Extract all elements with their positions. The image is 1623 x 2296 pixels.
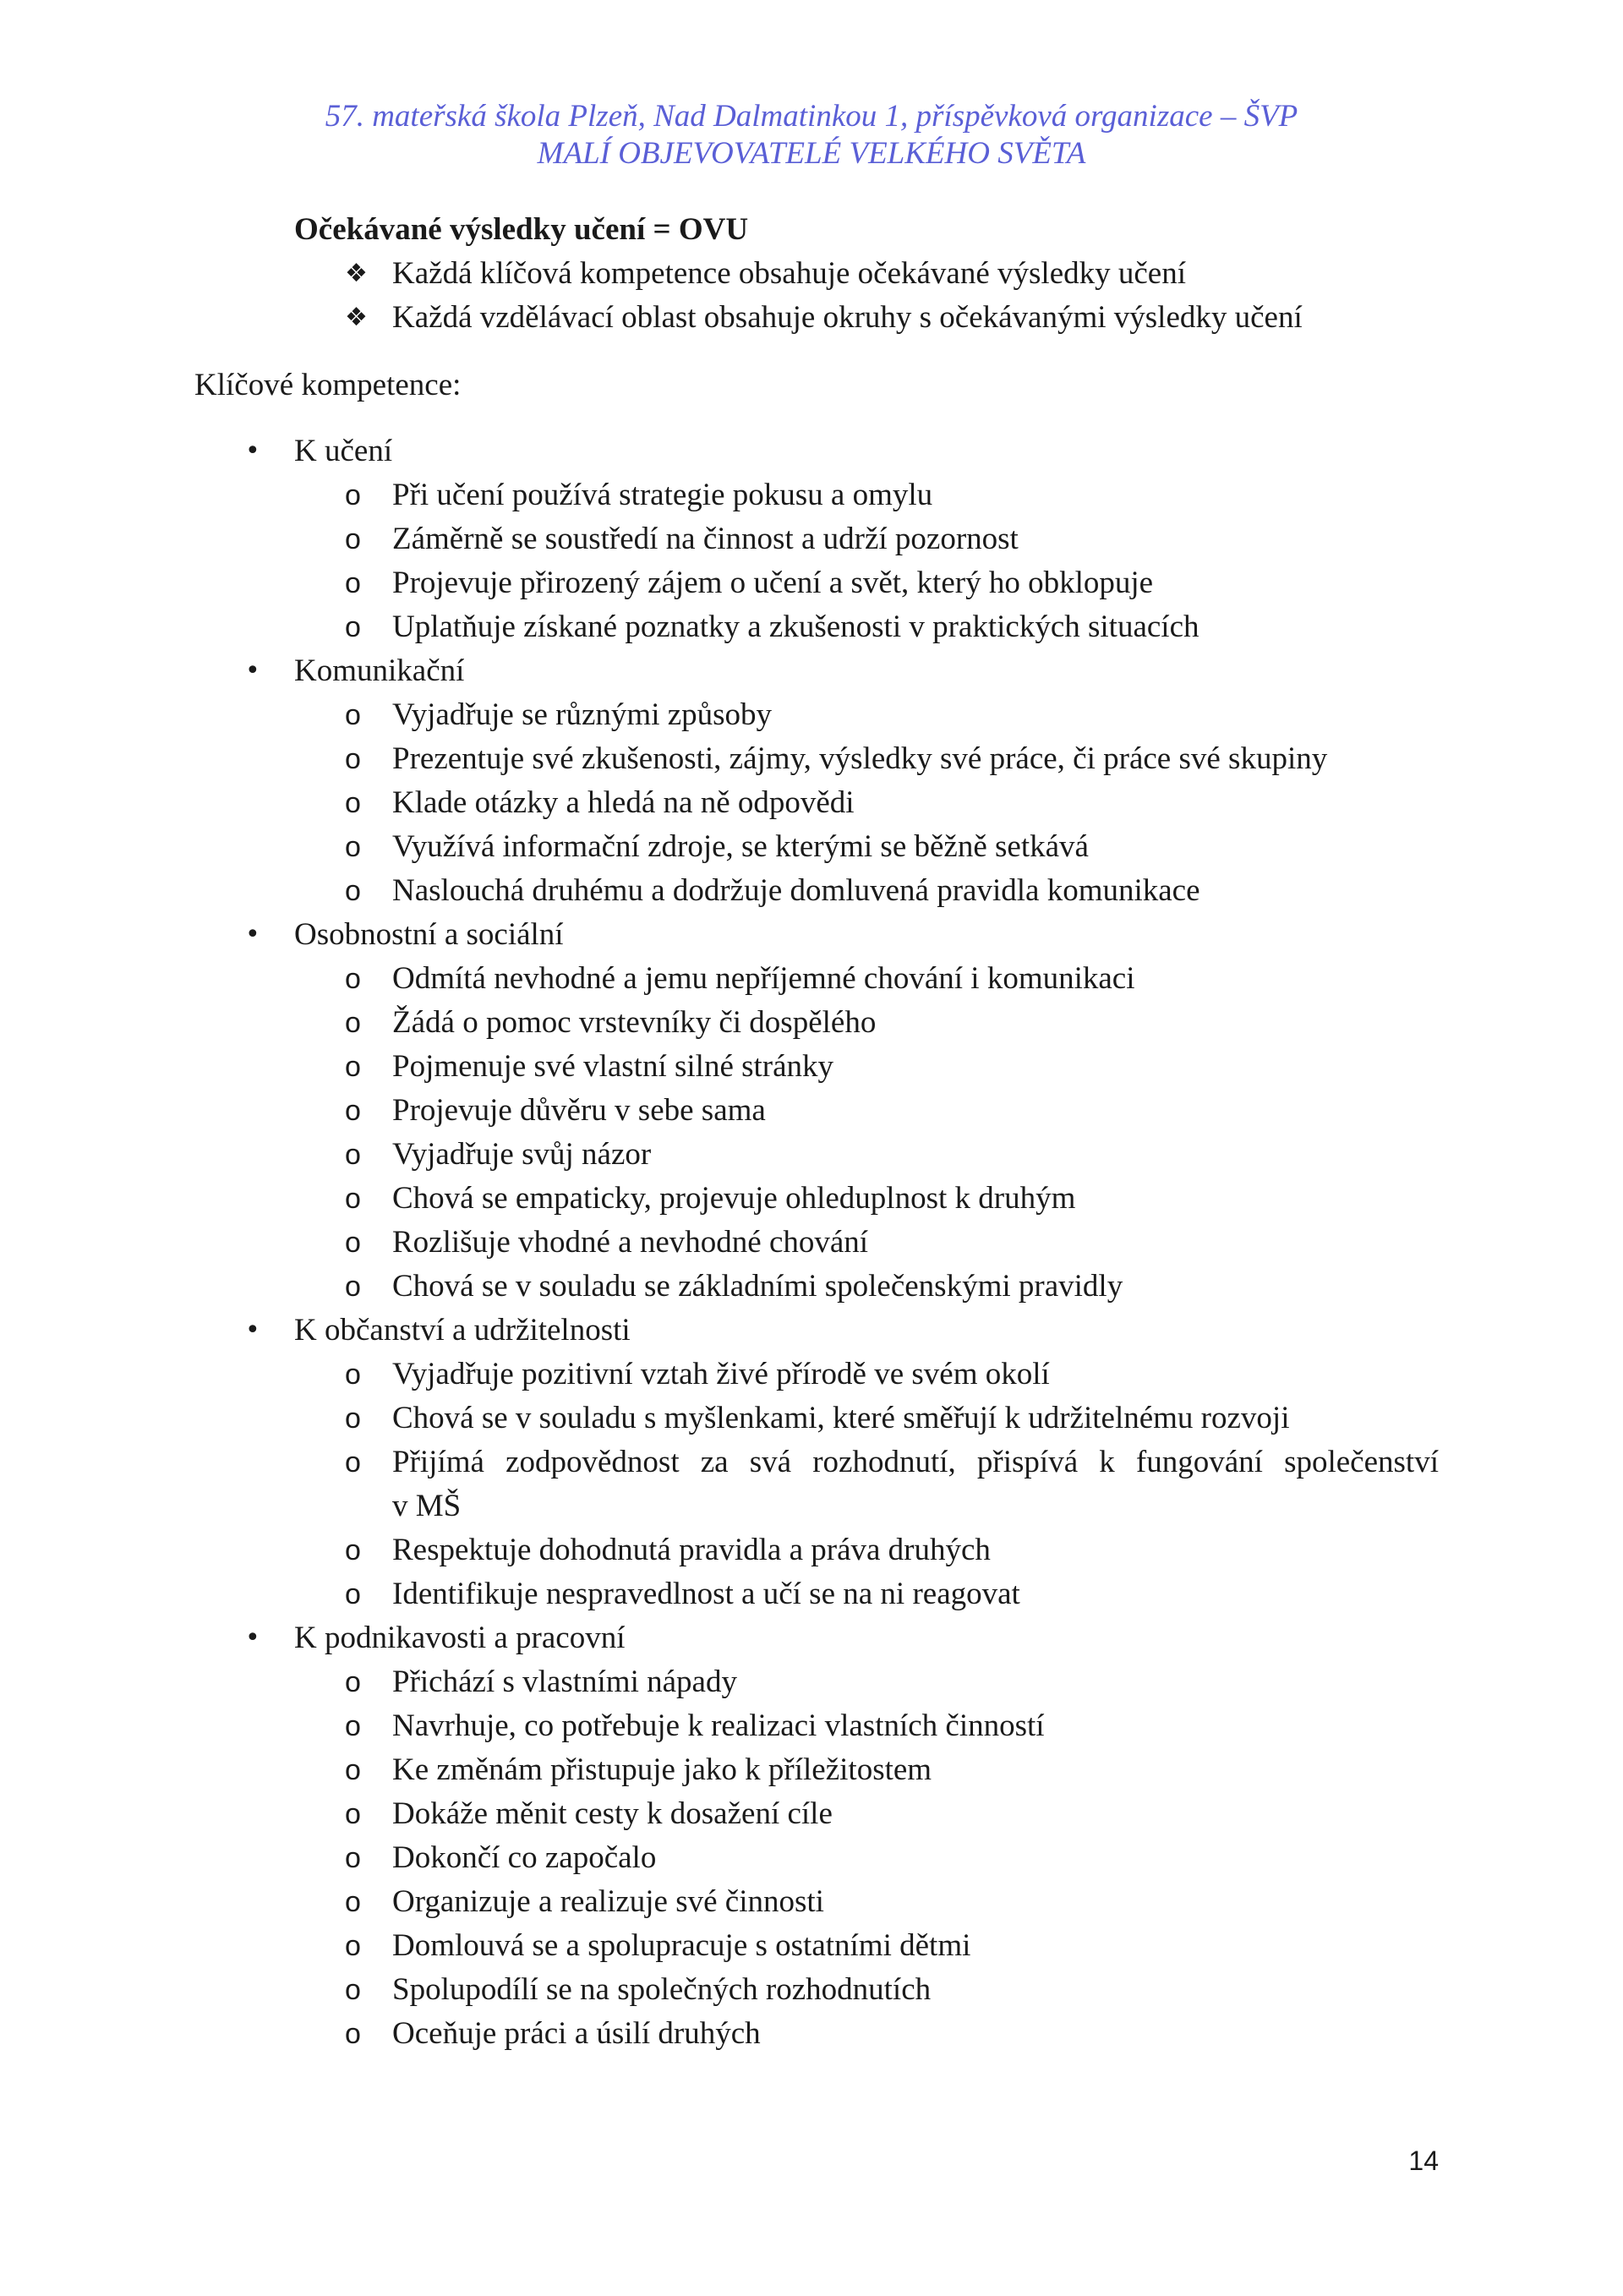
circle-bullet-icon: o [345, 831, 361, 863]
circle-bullet-icon: o [345, 1051, 361, 1083]
circle-bullet-icon: o [345, 875, 361, 907]
circle-bullet-icon: o [345, 479, 361, 511]
circle-bullet-icon: o [345, 1886, 361, 1918]
competence-item: Žádá o pomoc vrstevníky či dospělého [392, 1005, 877, 1040]
competence-item: Ke změnám přistupuje jako k příležitostem [392, 1752, 932, 1787]
competence-item: Rozlišuje vhodné a nevhodné chování [392, 1225, 869, 1260]
competence-item: Vyjadřuje svůj názor [392, 1137, 652, 1172]
competence-item: Pojmenuje své vlastní silné stránky [392, 1049, 834, 1084]
circle-bullet-icon: o [345, 1710, 361, 1742]
competence-item: Při učení používá strategie pokusu a omylu [392, 478, 933, 512]
circle-bullet-icon: o [345, 1974, 361, 2006]
header-program-title: MALÍ OBJEVOVATELÉ VELKÉHO SVĚTA [537, 136, 1086, 171]
header-school-name: 57. mateřská škola Plzeň, Nad Dalmatinkou 1, příspěvková organizace – ŠVP [325, 99, 1298, 134]
competence-item: Dokončí co započalo [392, 1840, 657, 1875]
page-number: 14 [1408, 2146, 1439, 2176]
competence-item-continuation: v MŠ [392, 1489, 462, 1523]
competence-item: Projevuje důvěru v sebe sama [392, 1093, 766, 1128]
ovu-item: Každá vzdělávací oblast obsahuje okruhy s očekávanými výsledky učení [392, 300, 1303, 335]
competence-item: Organizuje a realizuje své činnosti [392, 1884, 824, 1919]
competence-item: Chová se v souladu s myšlenkami, které směřují k udržitelnému rozvoji [392, 1401, 1290, 1435]
bullet-icon: • [245, 920, 260, 949]
circle-bullet-icon: o [345, 567, 361, 599]
competence-item: Vyjadřuje pozitivní vztah živé přírodě ve svém okolí [392, 1357, 1050, 1391]
competence-item: Vyjadřuje se různými způsoby [392, 697, 773, 732]
circle-bullet-icon: o [345, 1007, 361, 1039]
circle-bullet-icon: o [345, 1358, 361, 1391]
competence-item: Navrhuje, co potřebuje k realizaci vlastních činností [392, 1708, 1045, 1743]
competence-item: Klade otázky a hledá na ně odpovědi [392, 785, 855, 820]
competence-group-label: K učení [294, 434, 393, 468]
circle-bullet-icon: o [345, 963, 361, 995]
competence-item: Záměrně se soustředí na činnost a udrží pozornost [392, 522, 1019, 556]
circle-bullet-icon: o [345, 1183, 361, 1215]
bullet-icon: • [245, 1315, 260, 1345]
competence-item: Oceňuje práci a úsilí druhých [392, 2016, 761, 2051]
circle-bullet-icon: o [345, 1402, 361, 1435]
competence-item: Spolupodílí se na společných rozhodnutích [392, 1972, 932, 2007]
competence-group-label: K občanství a udržitelnosti [294, 1313, 631, 1348]
circle-bullet-icon: o [345, 1578, 361, 1610]
circle-bullet-icon: o [345, 743, 361, 775]
circle-bullet-icon: o [345, 1534, 361, 1566]
circle-bullet-icon: o [345, 699, 361, 731]
diamond-bullet-icon: ❖ [345, 303, 368, 332]
competence-item: Naslouchá druhému a dodržuje domluvená pravidla komunikace [392, 873, 1200, 908]
circle-bullet-icon: o [345, 1271, 361, 1303]
competence-item: Přichází s vlastními nápady [392, 1665, 737, 1699]
circle-bullet-icon: o [345, 1227, 361, 1259]
competence-item: Odmítá nevhodné a jemu nepříjemné chování i komunikaci [392, 961, 1135, 996]
circle-bullet-icon: o [345, 1095, 361, 1127]
circle-bullet-icon: o [345, 523, 361, 555]
competence-item: Chová se empaticky, projevuje ohleduplnost k druhým [392, 1181, 1076, 1216]
competence-item: Chová se v souladu se základními společenskými pravidly [392, 1269, 1123, 1304]
circle-bullet-icon: o [345, 611, 361, 643]
circle-bullet-icon: o [345, 1842, 361, 1874]
competence-item: Respektuje dohodnutá pravidla a práva druhých [392, 1533, 991, 1567]
competence-item: Prezentuje své zkušenosti, zájmy, výsledky své práce, či práce své skupiny [392, 741, 1328, 776]
bullet-icon: • [245, 656, 260, 686]
competences-title: Klíčové kompetence: [194, 368, 462, 402]
competence-group-label: Komunikační [294, 653, 465, 688]
competence-item: Dokáže měnit cesty k dosažení cíle [392, 1796, 833, 1831]
bullet-icon: • [245, 1623, 260, 1653]
circle-bullet-icon: o [345, 1754, 361, 1786]
circle-bullet-icon: o [345, 1139, 361, 1171]
competence-item: Domlouvá se a spolupracuje s ostatními dětmi [392, 1928, 971, 1963]
competence-item: Identifikuje nespravedlnost a učí se na ni reagovat [392, 1577, 1020, 1611]
circle-bullet-icon: o [345, 1930, 361, 1962]
circle-bullet-icon: o [345, 787, 361, 819]
competence-group-label: K podnikavosti a pracovní [294, 1621, 626, 1655]
competence-item: Projevuje přirozený zájem o učení a svět, který ho obklopuje [392, 566, 1154, 600]
competence-item: Přijímá zodpovědnost za svá rozhodnutí, přispívá k fungování společenství [392, 1445, 1439, 1479]
competence-item: Uplatňuje získané poznatky a zkušenosti v praktických situacích [392, 610, 1199, 644]
ovu-item: Každá klíčová kompetence obsahuje očekávané výsledky učení [392, 256, 1187, 291]
circle-bullet-icon: o [345, 1666, 361, 1698]
circle-bullet-icon: o [345, 1446, 361, 1479]
diamond-bullet-icon: ❖ [345, 259, 368, 288]
ovu-heading: Očekávané výsledky učení = OVU [294, 212, 749, 247]
circle-bullet-icon: o [345, 1798, 361, 1830]
circle-bullet-icon: o [345, 2018, 361, 2050]
bullet-icon: • [245, 436, 260, 466]
competence-group-label: Osobnostní a sociální [294, 917, 564, 952]
competence-item: Využívá informační zdroje, se kterými se běžně setkává [392, 829, 1089, 864]
